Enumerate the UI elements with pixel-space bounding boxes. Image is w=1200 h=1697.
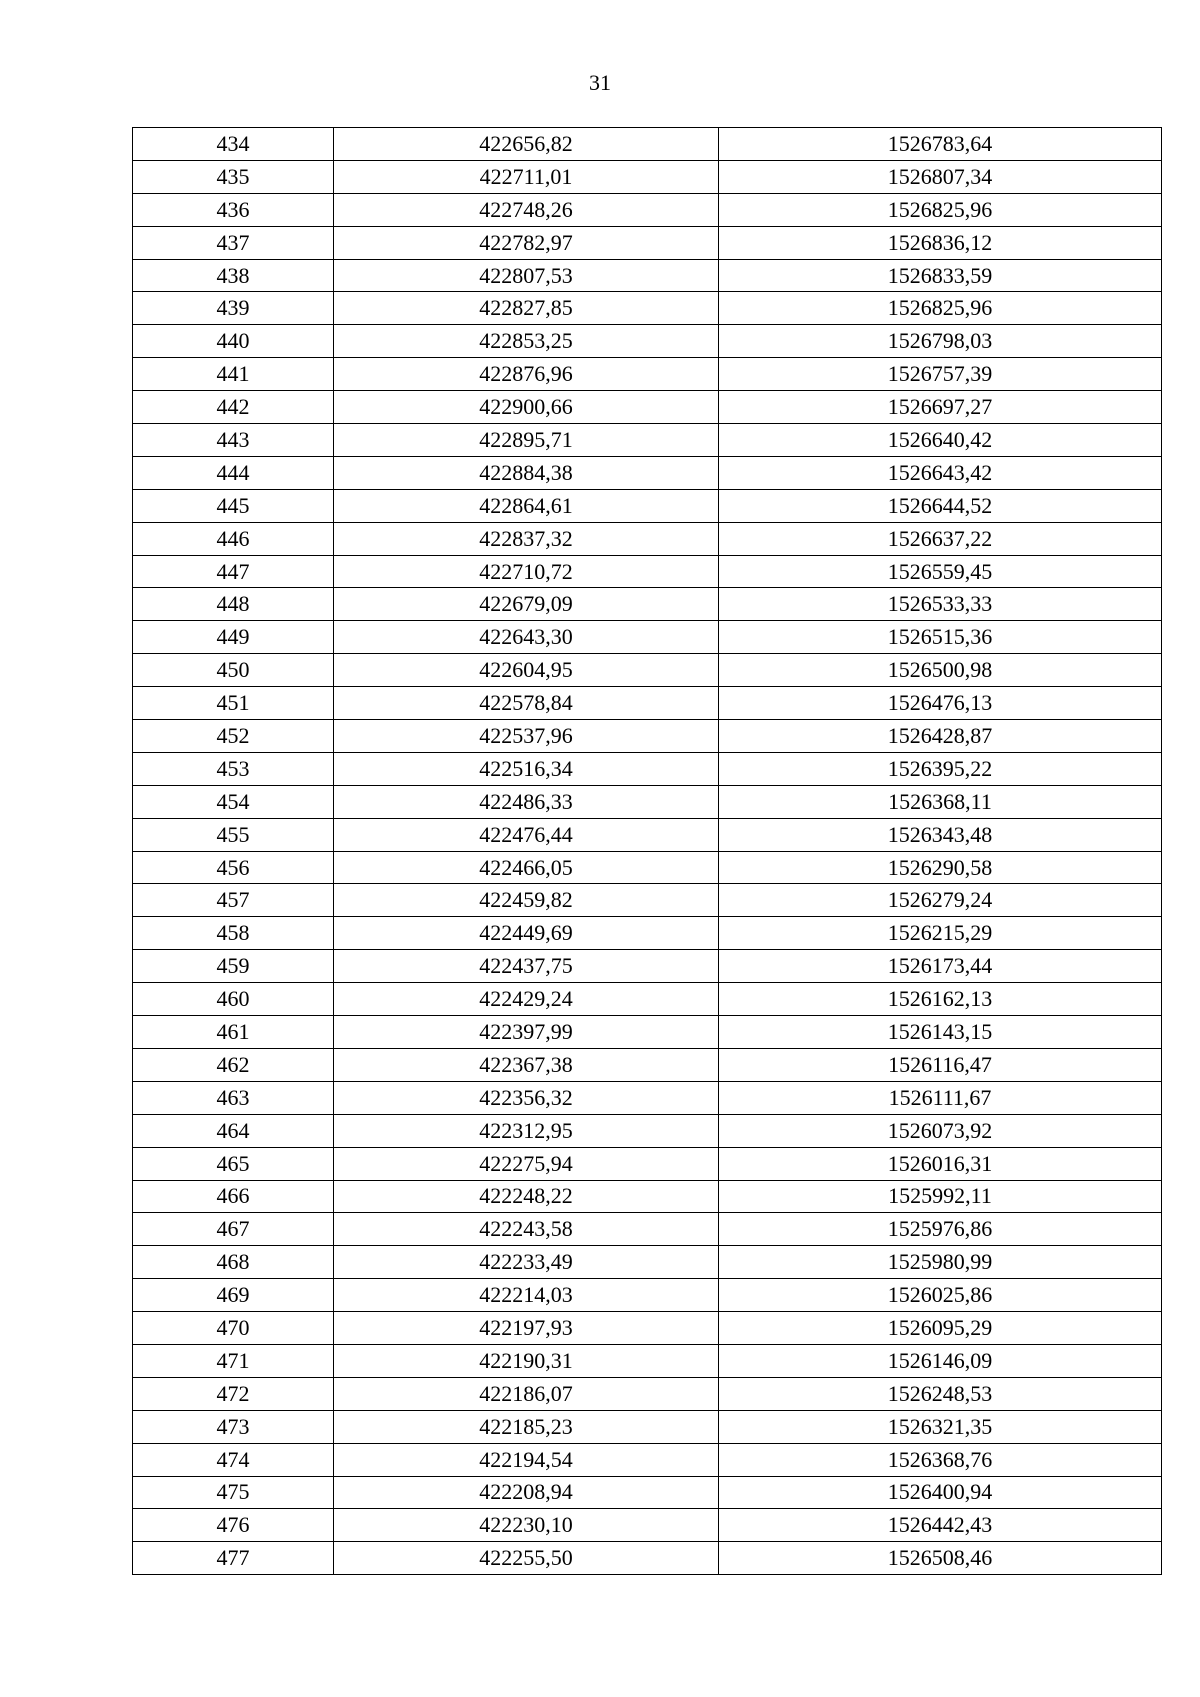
table-row	[133, 818, 1162, 851]
point-number-cell: 444	[133, 456, 334, 489]
point-number-cell: 434	[133, 128, 334, 161]
x-coordinate-cell: 422367,38	[334, 1048, 719, 1081]
coordinates-table	[132, 127, 1162, 1575]
point-number-cell: 448	[133, 588, 334, 621]
table-row	[133, 1344, 1162, 1377]
y-coordinate-cell: 1526279,24	[719, 884, 1162, 917]
y-coordinate-cell: 1526095,29	[719, 1312, 1162, 1345]
y-coordinate-cell: 1526508,46	[719, 1542, 1162, 1575]
x-coordinate-cell: 422185,23	[334, 1410, 719, 1443]
point-number-cell: 445	[133, 489, 334, 522]
x-coordinate-cell: 422275,94	[334, 1147, 719, 1180]
point-number-cell: 452	[133, 720, 334, 753]
point-number-cell: 439	[133, 292, 334, 325]
table-row	[133, 785, 1162, 818]
table-row	[133, 1016, 1162, 1049]
table-row	[133, 160, 1162, 193]
point-number-cell: 461	[133, 1016, 334, 1049]
table-row	[133, 1509, 1162, 1542]
x-coordinate-cell: 422864,61	[334, 489, 719, 522]
x-coordinate-cell: 422876,96	[334, 358, 719, 391]
y-coordinate-cell: 1526215,29	[719, 917, 1162, 950]
y-coordinate-cell: 1526640,42	[719, 424, 1162, 457]
x-coordinate-cell: 422312,95	[334, 1114, 719, 1147]
x-coordinate-cell: 422437,75	[334, 950, 719, 983]
y-coordinate-cell: 1526825,96	[719, 193, 1162, 226]
x-coordinate-cell: 422243,58	[334, 1213, 719, 1246]
y-coordinate-cell: 1525980,99	[719, 1246, 1162, 1279]
point-number-cell: 438	[133, 259, 334, 292]
point-number-cell: 449	[133, 621, 334, 654]
point-number-cell: 476	[133, 1509, 334, 1542]
point-number-cell: 475	[133, 1476, 334, 1509]
point-number-cell: 466	[133, 1180, 334, 1213]
point-number-cell: 469	[133, 1279, 334, 1312]
point-number-cell: 440	[133, 325, 334, 358]
point-number-cell: 465	[133, 1147, 334, 1180]
x-coordinate-cell: 422356,32	[334, 1081, 719, 1114]
table-row	[133, 259, 1162, 292]
x-coordinate-cell: 422230,10	[334, 1509, 719, 1542]
table-row	[133, 489, 1162, 522]
table-row	[133, 621, 1162, 654]
x-coordinate-cell: 422837,32	[334, 522, 719, 555]
x-coordinate-cell: 422782,97	[334, 226, 719, 259]
point-number-cell: 458	[133, 917, 334, 950]
table-row	[133, 226, 1162, 259]
y-coordinate-cell: 1526368,11	[719, 785, 1162, 818]
point-number-cell: 454	[133, 785, 334, 818]
y-coordinate-cell: 1526515,36	[719, 621, 1162, 654]
point-number-cell: 451	[133, 687, 334, 720]
x-coordinate-cell: 422710,72	[334, 555, 719, 588]
table-row	[133, 1542, 1162, 1575]
x-coordinate-cell: 422895,71	[334, 424, 719, 457]
point-number-cell: 441	[133, 358, 334, 391]
point-number-cell: 473	[133, 1410, 334, 1443]
table-row	[133, 1213, 1162, 1246]
y-coordinate-cell: 1526143,15	[719, 1016, 1162, 1049]
table-row	[133, 1410, 1162, 1443]
x-coordinate-cell: 422748,26	[334, 193, 719, 226]
table-row	[133, 1114, 1162, 1147]
point-number-cell: 447	[133, 555, 334, 588]
page-number: 31	[589, 70, 611, 95]
y-coordinate-cell: 1526533,33	[719, 588, 1162, 621]
point-number-cell: 450	[133, 654, 334, 687]
table-row	[133, 358, 1162, 391]
table-row	[133, 1147, 1162, 1180]
table-row	[133, 720, 1162, 753]
table-row	[133, 1279, 1162, 1312]
x-coordinate-cell: 422233,49	[334, 1246, 719, 1279]
x-coordinate-cell: 422643,30	[334, 621, 719, 654]
x-coordinate-cell: 422486,33	[334, 785, 719, 818]
point-number-cell: 436	[133, 193, 334, 226]
table-row	[133, 588, 1162, 621]
y-coordinate-cell: 1526073,92	[719, 1114, 1162, 1147]
x-coordinate-cell: 422197,93	[334, 1312, 719, 1345]
x-coordinate-cell: 422604,95	[334, 654, 719, 687]
y-coordinate-cell: 1526643,42	[719, 456, 1162, 489]
y-coordinate-cell: 1526111,67	[719, 1081, 1162, 1114]
table-row	[133, 950, 1162, 983]
point-number-cell: 442	[133, 391, 334, 424]
y-coordinate-cell: 1526162,13	[719, 983, 1162, 1016]
y-coordinate-cell: 1526290,58	[719, 851, 1162, 884]
point-number-cell: 460	[133, 983, 334, 1016]
y-coordinate-cell: 1526116,47	[719, 1048, 1162, 1081]
point-number-cell: 446	[133, 522, 334, 555]
point-number-cell: 457	[133, 884, 334, 917]
point-number-cell: 467	[133, 1213, 334, 1246]
table-body	[133, 128, 1162, 1575]
x-coordinate-cell: 422656,82	[334, 128, 719, 161]
x-coordinate-cell: 422449,69	[334, 917, 719, 950]
x-coordinate-cell: 422807,53	[334, 259, 719, 292]
point-number-cell: 471	[133, 1344, 334, 1377]
x-coordinate-cell: 422884,38	[334, 456, 719, 489]
y-coordinate-cell: 1526428,87	[719, 720, 1162, 753]
table-row	[133, 1246, 1162, 1279]
table-row	[133, 654, 1162, 687]
point-number-cell: 474	[133, 1443, 334, 1476]
y-coordinate-cell: 1526637,22	[719, 522, 1162, 555]
x-coordinate-cell: 422827,85	[334, 292, 719, 325]
table-row	[133, 851, 1162, 884]
point-number-cell: 443	[133, 424, 334, 457]
y-coordinate-cell: 1526146,09	[719, 1344, 1162, 1377]
x-coordinate-cell: 422214,03	[334, 1279, 719, 1312]
x-coordinate-cell: 422900,66	[334, 391, 719, 424]
table-row	[133, 325, 1162, 358]
point-number-cell: 462	[133, 1048, 334, 1081]
point-number-cell: 437	[133, 226, 334, 259]
y-coordinate-cell: 1526559,45	[719, 555, 1162, 588]
point-number-cell: 455	[133, 818, 334, 851]
table-row	[133, 917, 1162, 950]
y-coordinate-cell: 1526807,34	[719, 160, 1162, 193]
y-coordinate-cell: 1526368,76	[719, 1443, 1162, 1476]
y-coordinate-cell: 1526248,53	[719, 1377, 1162, 1410]
x-coordinate-cell: 422578,84	[334, 687, 719, 720]
y-coordinate-cell: 1525976,86	[719, 1213, 1162, 1246]
x-coordinate-cell: 422429,24	[334, 983, 719, 1016]
table-row	[133, 1312, 1162, 1345]
x-coordinate-cell: 422248,22	[334, 1180, 719, 1213]
table-row	[133, 687, 1162, 720]
table-row	[133, 1476, 1162, 1509]
x-coordinate-cell: 422516,34	[334, 752, 719, 785]
table-row	[133, 1443, 1162, 1476]
point-number-cell: 453	[133, 752, 334, 785]
y-coordinate-cell: 1526442,43	[719, 1509, 1162, 1542]
table-row	[133, 1180, 1162, 1213]
x-coordinate-cell: 422255,50	[334, 1542, 719, 1575]
table-row	[133, 555, 1162, 588]
y-coordinate-cell: 1526476,13	[719, 687, 1162, 720]
point-number-cell: 459	[133, 950, 334, 983]
y-coordinate-cell: 1526025,86	[719, 1279, 1162, 1312]
table-row	[133, 1081, 1162, 1114]
y-coordinate-cell: 1526798,03	[719, 325, 1162, 358]
y-coordinate-cell: 1526400,94	[719, 1476, 1162, 1509]
table-row	[133, 983, 1162, 1016]
table-row	[133, 193, 1162, 226]
y-coordinate-cell: 1526321,35	[719, 1410, 1162, 1443]
table-row	[133, 752, 1162, 785]
x-coordinate-cell: 422537,96	[334, 720, 719, 753]
x-coordinate-cell: 422711,01	[334, 160, 719, 193]
table-row	[133, 424, 1162, 457]
x-coordinate-cell: 422679,09	[334, 588, 719, 621]
table-row	[133, 456, 1162, 489]
y-coordinate-cell: 1526836,12	[719, 226, 1162, 259]
x-coordinate-cell: 422186,07	[334, 1377, 719, 1410]
y-coordinate-cell: 1526016,31	[719, 1147, 1162, 1180]
x-coordinate-cell: 422194,54	[334, 1443, 719, 1476]
table-row	[133, 1048, 1162, 1081]
table-row	[133, 292, 1162, 325]
y-coordinate-cell: 1526833,59	[719, 259, 1162, 292]
x-coordinate-cell: 422190,31	[334, 1344, 719, 1377]
point-number-cell: 470	[133, 1312, 334, 1345]
x-coordinate-cell: 422853,25	[334, 325, 719, 358]
table-row	[133, 1377, 1162, 1410]
x-coordinate-cell: 422466,05	[334, 851, 719, 884]
table-row	[133, 884, 1162, 917]
table-row	[133, 391, 1162, 424]
y-coordinate-cell: 1526783,64	[719, 128, 1162, 161]
x-coordinate-cell: 422397,99	[334, 1016, 719, 1049]
point-number-cell: 472	[133, 1377, 334, 1410]
y-coordinate-cell: 1526644,52	[719, 489, 1162, 522]
point-number-cell: 464	[133, 1114, 334, 1147]
y-coordinate-cell: 1526173,44	[719, 950, 1162, 983]
point-number-cell: 463	[133, 1081, 334, 1114]
x-coordinate-cell: 422208,94	[334, 1476, 719, 1509]
table-row	[133, 522, 1162, 555]
point-number-cell: 468	[133, 1246, 334, 1279]
y-coordinate-cell: 1526757,39	[719, 358, 1162, 391]
y-coordinate-cell: 1526697,27	[719, 391, 1162, 424]
y-coordinate-cell: 1526500,98	[719, 654, 1162, 687]
point-number-cell: 435	[133, 160, 334, 193]
y-coordinate-cell: 1525992,11	[719, 1180, 1162, 1213]
point-number-cell: 456	[133, 851, 334, 884]
y-coordinate-cell: 1526343,48	[719, 818, 1162, 851]
x-coordinate-cell: 422459,82	[334, 884, 719, 917]
y-coordinate-cell: 1526825,96	[719, 292, 1162, 325]
y-coordinate-cell: 1526395,22	[719, 752, 1162, 785]
point-number-cell: 477	[133, 1542, 334, 1575]
table-row	[133, 128, 1162, 161]
x-coordinate-cell: 422476,44	[334, 818, 719, 851]
